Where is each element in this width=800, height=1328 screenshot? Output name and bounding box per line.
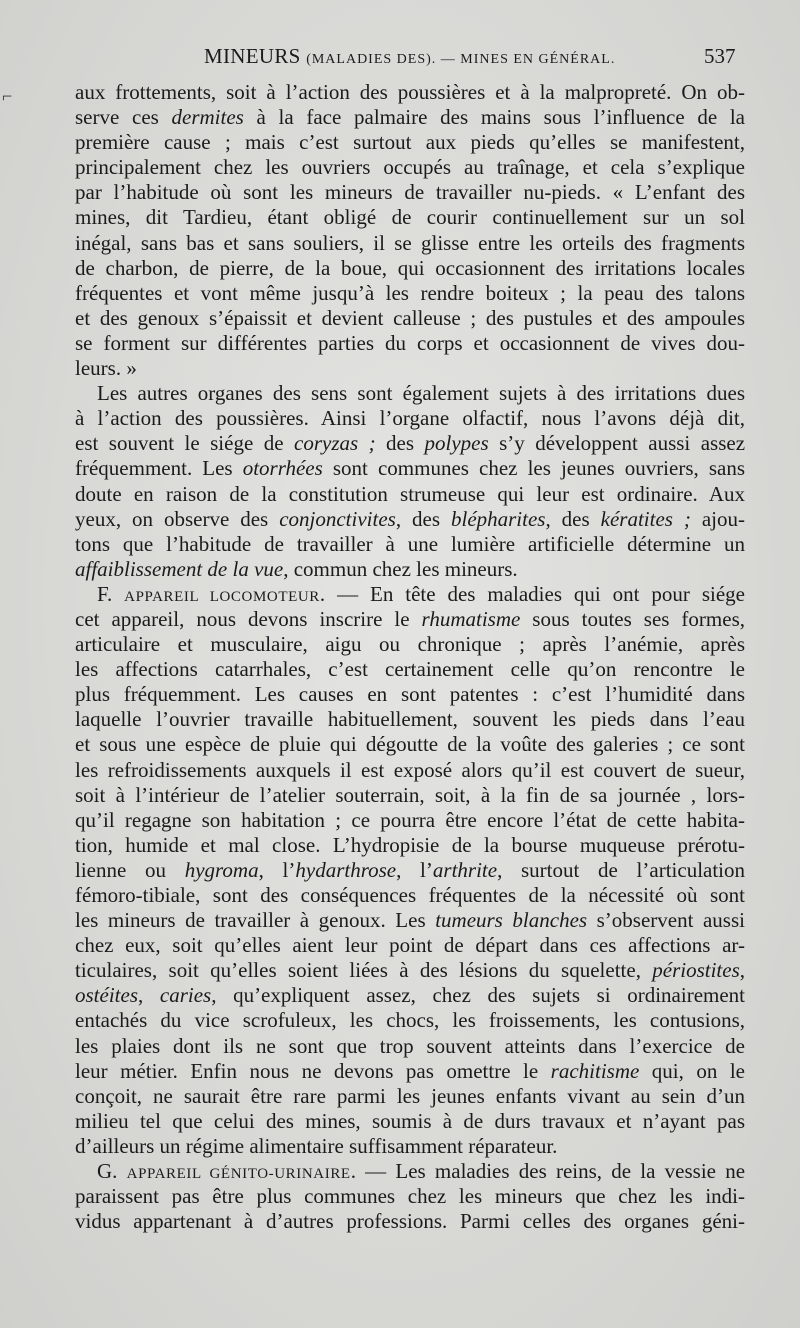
text-run: se forment sur différentes parties du corps et occasionnent de vives dou-: [75, 330, 745, 355]
text-run: doute en raison de la constitution strumeuse qui leur est ordinaire. Aux: [75, 481, 745, 506]
text-run: aux frottements, soit à l’action des poussières et à la malpropreté. On ob-: [75, 80, 745, 104]
text-line: [75, 1059, 745, 1084]
text-line: [75, 883, 745, 908]
text-line: [75, 732, 745, 757]
italic-term: rachitisme: [550, 1058, 640, 1083]
margin-mark: ⌐: [2, 86, 13, 106]
text-run: . — Les maladies des reins, de la vessie ne: [350, 1159, 746, 1184]
text-line: [75, 607, 745, 632]
text-run: lienne ou: [75, 857, 185, 882]
text-run: tion, humide et mal close. L’hydropisie de la bourse muqueuse prérotu-: [75, 832, 745, 857]
text-run: les mineurs de travailler à genoux. Les: [75, 908, 436, 933]
text-run: leurs. »: [75, 356, 137, 381]
italic-term: caries: [159, 983, 212, 1008]
text-run: qu’il regagne son habitation ; ce pourra être encore l’état de cette habita-: [75, 807, 745, 832]
text-run: entachés du vice scrofuleux, les chocs, les froissements, les contusions,: [75, 1008, 745, 1033]
text-run: et des genoux s’épaissit et devient calleuse ; des pustules et des ampoules: [75, 305, 745, 330]
text-line: [75, 281, 745, 306]
italic-term: polypes: [424, 431, 489, 456]
text-line: [75, 180, 745, 205]
text-line: [75, 507, 745, 532]
text-line: [75, 406, 745, 431]
text-line: [75, 456, 745, 481]
text-run: , l’: [258, 857, 296, 882]
italic-term: arthrite: [432, 857, 498, 882]
italic-term: rhumatisme: [421, 606, 521, 631]
italic-term: dermites: [171, 105, 244, 130]
text-line: [75, 657, 745, 682]
text-run: sous toutes ses formes,: [520, 606, 745, 631]
text-line: [75, 557, 745, 582]
text-run: , qu’expliquent assez, chez des sujets si ordinairement: [211, 983, 746, 1008]
running-title-main: MINEURS: [204, 44, 301, 68]
text-run: paraissent pas être plus communes chez les mineurs que chez les indi-: [75, 1184, 745, 1209]
text-line: [75, 256, 745, 281]
text-run: vidus appartenant à d’autres professions. Parmi celles des organes géni-: [75, 1209, 745, 1234]
text-run: est souvent le siége de: [75, 431, 294, 456]
text-line: [75, 707, 745, 732]
text-line: [75, 1084, 745, 1109]
text-run: milieu tel que celui des mines, soumis à de durs travaux et n’ayant pas: [75, 1108, 745, 1133]
text-line: [75, 983, 745, 1008]
text-line: [75, 833, 745, 858]
text-line: [75, 682, 745, 707]
text-run: yeux, on observe des: [75, 506, 280, 531]
text-line: [75, 1008, 745, 1033]
italic-term: kératites ;: [600, 506, 691, 531]
text-run: chez eux, soit qu’elles aient leur point de départ dans ces affections ar-: [75, 933, 745, 958]
italic-term: tumeurs blanches: [435, 908, 588, 933]
body-text: [75, 80, 745, 1234]
text-run: ajou-: [690, 506, 746, 531]
text-line: [75, 231, 745, 256]
text-line: [75, 582, 745, 607]
running-title: [204, 44, 615, 69]
text-line: [75, 105, 745, 130]
text-run: , l’: [396, 857, 433, 882]
page-number: 537: [704, 44, 736, 68]
text-run: Les autres organes des sens sont également sujets à des irritations dues: [97, 381, 745, 406]
italic-term: hydarthrose: [295, 857, 397, 882]
italic-term: conjonctivites: [279, 506, 396, 531]
text-run: à la face palmaire des mains sous l’influence de la: [243, 105, 745, 130]
text-run: par l’habitude où sont les mineurs de travailler nu-pieds. « L’enfant des: [75, 180, 745, 205]
text-line: [75, 1159, 745, 1184]
text-line: [75, 431, 745, 456]
text-line: [75, 356, 745, 381]
text-run: . — En tête des maladies qui ont pour siége: [319, 581, 745, 606]
text-run: fréquentes et vont même jusqu’à les rendre boiteux ; la peau des talons: [75, 280, 745, 305]
text-line: [75, 331, 745, 356]
text-line: [75, 306, 745, 331]
text-run: fémoro-tibiale, sont des conséquences fréquentes de la nécessité où sont: [75, 883, 745, 907]
text-run: , surtout de l’articulation: [497, 857, 746, 882]
text-run: , des: [545, 506, 601, 531]
text-run: de charbon, de pierre, de la boue, qui occasionnent des irritations locales: [75, 255, 745, 280]
text-run: G.: [97, 1159, 127, 1184]
text-line: [75, 80, 745, 105]
text-run: les plaies dont ils ne sont que trop souvent atteints dans l’exercice de: [75, 1033, 745, 1058]
italic-term: affaiblissement de la vue: [75, 556, 284, 581]
running-title-rest: (MALADIES DES). — MINES EN GÉNÉRAL.: [306, 52, 616, 67]
text-line: [75, 632, 745, 657]
text-run: principalement chez les ouvriers occupés au traînage, et cela s’explique: [75, 155, 745, 180]
text-line: [75, 532, 745, 557]
text-run: des: [375, 431, 425, 456]
section-heading: APPAREIL GÉNITO-URINAIRE: [126, 1166, 351, 1183]
text-line: [75, 1109, 745, 1134]
italic-term: coryzas ;: [294, 431, 376, 456]
text-run: s’y développent aussi assez: [488, 431, 746, 456]
text-run: ticulaires, soit qu’elles soient liées à des lésions du squelette,: [75, 958, 653, 983]
text-line: [75, 1034, 745, 1059]
running-header: [0, 44, 800, 74]
text-line: [75, 482, 745, 507]
text-run: ,: [138, 983, 160, 1008]
text-line: [75, 155, 745, 180]
text-run: conçoit, ne saurait être rare parmi les jeunes enfants vivant au sein d’un: [75, 1083, 745, 1108]
text-run: s’observent aussi: [587, 908, 745, 933]
text-line: [75, 381, 745, 406]
text-line: [75, 1184, 745, 1209]
text-line: [75, 783, 745, 808]
text-run: laquelle l’ouvrier travaille habituellement, souvent les pieds dans l’eau: [75, 707, 745, 732]
text-run: d’ailleurs un régime alimentaire suffisamment réparateur.: [75, 1133, 558, 1158]
text-run: qui, on le: [639, 1058, 745, 1083]
text-line: [75, 205, 745, 230]
text-run: serve ces: [75, 105, 172, 130]
text-run: leur métier. Enfin nous ne devons pas omettre le: [75, 1058, 551, 1083]
text-run: plus fréquemment. Les causes en sont patentes : c’est l’humidité dans: [75, 682, 745, 707]
text-line: [75, 808, 745, 833]
section-heading: APPAREIL LOCOMOTEUR: [124, 588, 320, 605]
text-line: [75, 1209, 745, 1234]
italic-term: hygroma: [184, 857, 259, 882]
text-run: , des: [395, 506, 451, 531]
text-run: fréquemment. Les: [75, 456, 243, 481]
text-run: articulaire et musculaire, aigu ou chronique ; après l’anémie, après: [75, 632, 745, 657]
italic-term: otorrhées: [242, 456, 323, 481]
text-run: F.: [97, 581, 125, 606]
text-run: inégal, sans bas et sans souliers, il se glisse entre les orteils des fragments: [75, 230, 745, 255]
text-line: [75, 858, 745, 883]
text-run: les affections catarrhales, c’est certainement celle qu’on rencontre le: [75, 657, 745, 682]
text-run: , commun chez les mineurs.: [283, 556, 518, 581]
text-run: ,: [739, 958, 745, 983]
text-line: [75, 908, 745, 933]
italic-term: périostites: [652, 958, 740, 983]
text-run: soit à l’intérieur de l’atelier souterrain, soit, à la fin de sa journée , lors-: [75, 782, 745, 807]
text-run: et sous une espèce de pluie qui dégoutte de la voûte des galeries ; ce sont: [75, 732, 745, 757]
italic-term: ostéites: [75, 983, 138, 1008]
text-line: [75, 130, 745, 155]
text-run: cet appareil, nous devons inscrire le: [75, 606, 422, 631]
text-line: [75, 758, 745, 783]
text-run: à l’action des poussières. Ainsi l’organe olfactif, nous l’avons déjà dit,: [75, 406, 745, 431]
text-line: [75, 958, 745, 983]
text-run: sont communes chez les jeunes ouvriers, sans: [322, 456, 745, 481]
text-line: [75, 1134, 745, 1159]
text-run: première cause ; mais c’est surtout aux pieds qu’elles se manifestent,: [75, 130, 745, 155]
text-run: tons que l’habitude de travailler à une lumière artificielle détermine un: [75, 531, 745, 556]
text-run: les refroidissements auxquels il est exposé alors qu’il est couvert de sueur,: [75, 757, 745, 782]
text-run: mines, dit Tardieu, étant obligé de courir continuellement sur un sol: [75, 205, 745, 230]
italic-term: blépharites: [450, 506, 546, 531]
text-line: [75, 933, 745, 958]
